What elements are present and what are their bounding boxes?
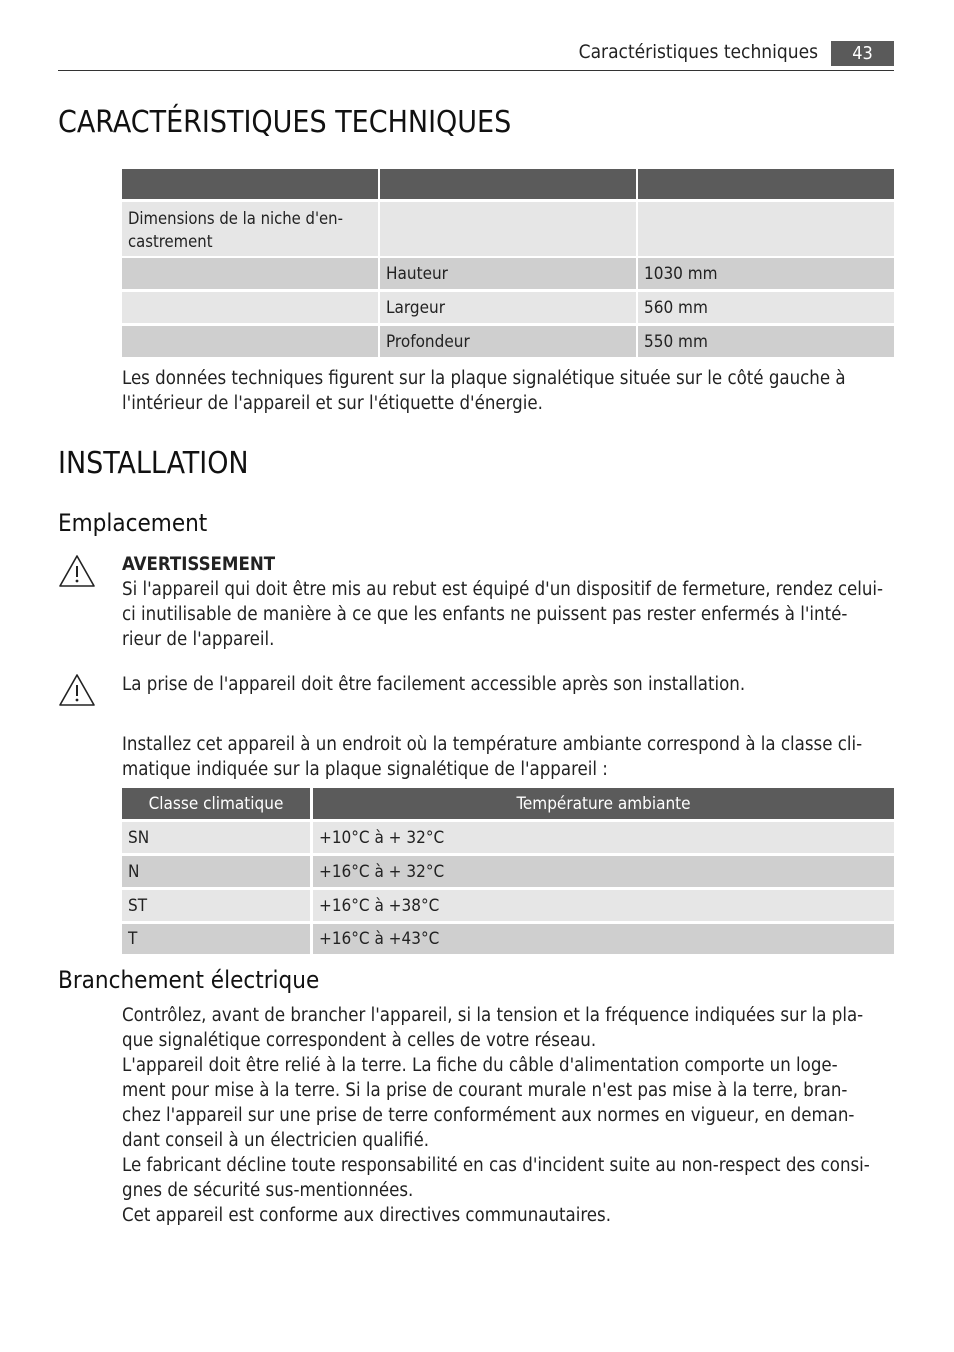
branchement-line: Le fabricant décline toute responsabilité en cas d'incident suite au non-respect des consi- bbox=[122, 1155, 870, 1176]
subsection-title-branchement: Branchement électrique bbox=[58, 966, 320, 994]
running-header-title: Caractéristiques techniques bbox=[578, 41, 818, 63]
caution-triangle-icon bbox=[58, 673, 96, 707]
climate-class-cell: T bbox=[122, 924, 310, 954]
dim-row-label-line: castrement bbox=[128, 232, 213, 251]
dim-header-cell bbox=[122, 169, 378, 199]
dim-row-value: 560 mm bbox=[638, 292, 894, 323]
branchement-line: que signalétique correspondent à celles de votre réseau. bbox=[122, 1030, 597, 1051]
branchement-line: L'appareil doit être relié à la terre. La fiche du câble d'alimentation comporte un loge- bbox=[122, 1055, 838, 1076]
page-number: 43 bbox=[831, 41, 894, 66]
climate-class-cell: ST bbox=[122, 890, 310, 921]
header-rule bbox=[58, 70, 894, 71]
dim-header-cell bbox=[638, 169, 894, 199]
dim-row-value bbox=[638, 202, 894, 256]
dim-row-label bbox=[122, 292, 378, 323]
section-title-installation: INSTALLATION bbox=[58, 446, 249, 481]
subsection-title-emplacement: Emplacement bbox=[58, 509, 208, 537]
warning-line: rieur de l'appareil. bbox=[122, 629, 275, 650]
intro-line: Installez cet appareil à un endroit où la température ambiante correspond à la classe cli- bbox=[122, 734, 863, 755]
dim-row-value: 1030 mm bbox=[638, 258, 894, 289]
note-line: l'intérieur de l'appareil et sur l'étiquette d'énergie. bbox=[122, 393, 543, 414]
climate-class-cell: N bbox=[122, 856, 310, 887]
installation-intro bbox=[122, 732, 894, 782]
branchement-text bbox=[122, 1003, 894, 1228]
warning-triangle-icon bbox=[58, 554, 96, 588]
dim-row-label bbox=[122, 202, 378, 256]
climate-temp-cell: +16°C à +43°C bbox=[313, 924, 894, 954]
warning-block bbox=[122, 552, 894, 652]
climate-temp-cell: +16°C à + 32°C bbox=[313, 856, 894, 887]
dim-row-dimension bbox=[380, 202, 636, 256]
branchement-line: Cet appareil est conforme aux directives communautaires. bbox=[122, 1205, 611, 1226]
dim-row-dimension: Largeur bbox=[380, 292, 636, 323]
dim-row-label bbox=[122, 326, 378, 357]
warning-line: ci inutilisable de manière à ce que les enfants ne puissent pas rester enfermés à l'inté- bbox=[122, 604, 848, 625]
dim-header-cell bbox=[380, 169, 636, 199]
warning-line: Si l'appareil qui doit être mis au rebut est équipé d'un dispositif de fermeture, rendez celui- bbox=[122, 579, 884, 600]
section-title-technical: CARACTÉRISTIQUES TECHNIQUES bbox=[58, 105, 512, 140]
branchement-line: Contrôlez, avant de brancher l'appareil, si la tension et la fréquence indiquées sur la pla- bbox=[122, 1005, 864, 1026]
branchement-line: chez l'appareil sur une prise de terre conformément aux normes en vigueur, en deman- bbox=[122, 1105, 855, 1126]
dim-row-dimension: Hauteur bbox=[380, 258, 636, 289]
climate-header-temp: Température ambiante bbox=[313, 788, 894, 819]
climate-header-class: Classe climatique bbox=[122, 788, 310, 819]
climate-temp-cell: +10°C à + 32°C bbox=[313, 822, 894, 853]
warning-title: AVERTISSEMENT bbox=[122, 554, 276, 575]
caution-text: La prise de l'appareil doit être facilement accessible après son installation. bbox=[122, 674, 746, 695]
branchement-line: ment pour mise à la terre. Si la prise de courant murale n'est pas mise à la terre, bran- bbox=[122, 1080, 848, 1101]
dim-row-label-line: Dimensions de la niche d'en- bbox=[128, 209, 343, 228]
branchement-line: dant conseil à un électricien qualifié. bbox=[122, 1130, 430, 1151]
intro-line: matique indiquée sur la plaque signalétique de l'appareil : bbox=[122, 759, 608, 780]
dim-row-label bbox=[122, 258, 378, 289]
dim-row-dimension: Profondeur bbox=[380, 326, 636, 357]
dim-row-value: 550 mm bbox=[638, 326, 894, 357]
climate-temp-cell: +16°C à +38°C bbox=[313, 890, 894, 921]
note-line: Les données techniques figurent sur la plaque signalétique située sur le côté gauche à bbox=[122, 368, 846, 389]
technical-note bbox=[122, 366, 894, 416]
branchement-line: gnes de sécurité sus-mentionnées. bbox=[122, 1180, 414, 1201]
climate-class-cell: SN bbox=[122, 822, 310, 853]
